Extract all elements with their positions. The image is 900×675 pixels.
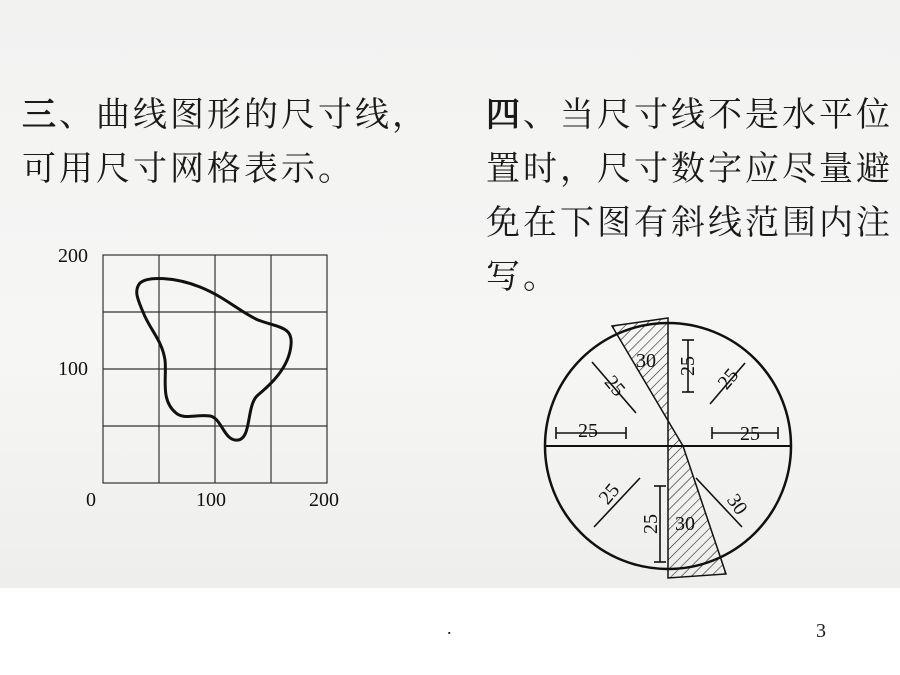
section-3-number: 三 xyxy=(22,95,59,135)
section-4-line-1-text: 、当尺寸线不是水平位 xyxy=(523,95,893,135)
x-label-200: 200 xyxy=(309,489,339,511)
x-label-100: 100 xyxy=(196,489,226,511)
dim-label-30-bottom: 30 xyxy=(675,513,695,535)
dimension-curve xyxy=(137,278,291,440)
dim-label-25-lower-left: 25 xyxy=(594,479,625,509)
y-label-200: 200 xyxy=(58,245,88,267)
dim-label-25-upper-left: 25 xyxy=(599,371,630,401)
section-4-number: 四 xyxy=(486,95,523,135)
section-4-line-3: 免在下图有斜线范围内注 xyxy=(486,203,893,243)
circle-figure xyxy=(545,318,791,578)
dim-label-25-right: 25 xyxy=(740,423,760,445)
dim-label-25-left: 25 xyxy=(578,420,598,442)
section-4-line-2: 置时，尺寸数字应尽量避 xyxy=(486,149,893,189)
x-label-0: 0 xyxy=(86,489,96,511)
dim-label-25-lower-right: 30 xyxy=(722,490,752,520)
footer-dot: . xyxy=(447,618,452,638)
section-3-line-2: 可用尺寸网格表示。 xyxy=(22,149,355,189)
y-label-100: 100 xyxy=(58,358,88,380)
dim-label-25-vertical-top: 25 xyxy=(677,356,699,376)
section-4-line-4: 写。 xyxy=(486,257,560,297)
section-3-line-1-text: 、曲线图形的尺寸线， xyxy=(59,95,429,135)
dim-label-25-vertical-bottom: 25 xyxy=(640,514,662,534)
dim-label-25-upper-right: 25 xyxy=(713,364,744,394)
dim-label-30-top: 30 xyxy=(636,350,656,372)
page-number: 3 xyxy=(816,620,826,642)
